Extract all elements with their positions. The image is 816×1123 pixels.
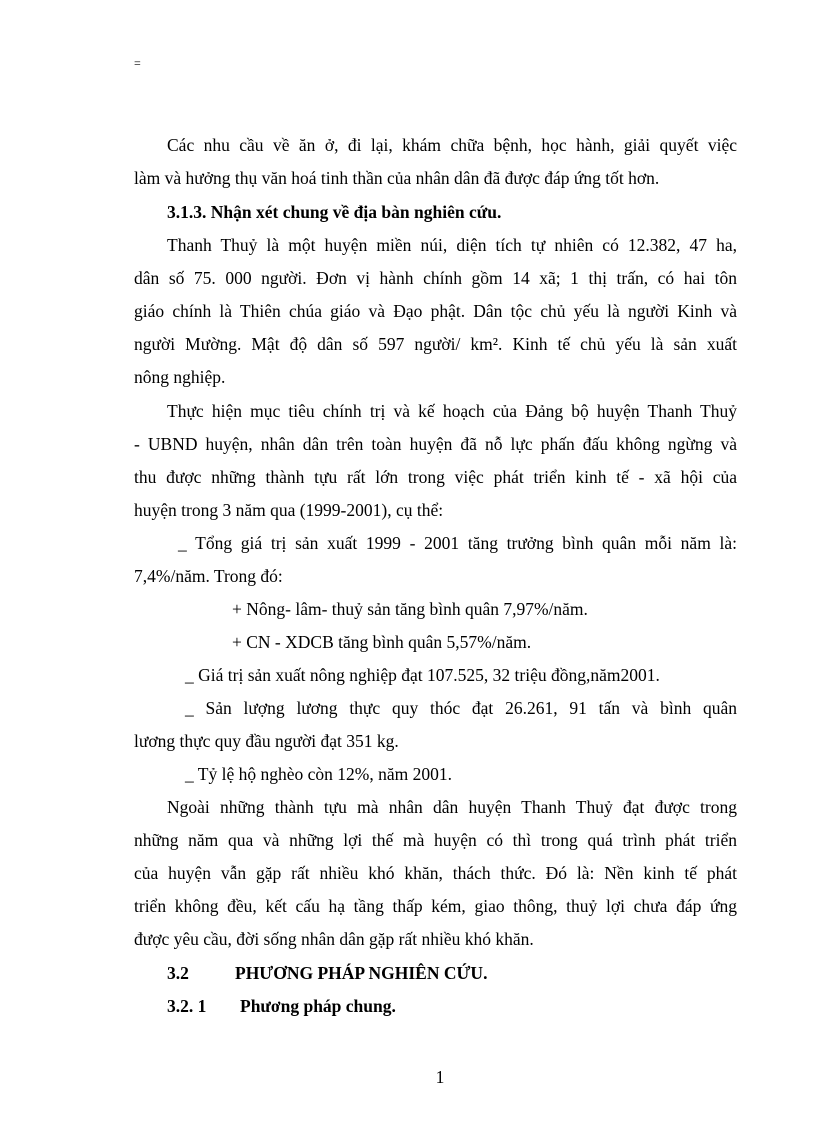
bullet-line: _ Sản lượng lương thực quy thóc đạt 26.261, 91 tấn và bình quân: [185, 698, 737, 718]
paragraph-line: nông nghiệp.: [134, 367, 226, 387]
subsection-heading: Phương pháp chung.: [240, 996, 396, 1016]
section-heading: 3.1.3. Nhận xét chung về địa bàn nghiên cứu.: [167, 202, 502, 222]
bullet-line: lương thực quy đầu người đạt 351 kg.: [134, 731, 399, 751]
paragraph-line: huyện trong 3 năm qua (1999-2001), cụ thể:: [134, 500, 444, 520]
paragraph-line: người Mường. Mật độ dân số 597 người/ km². Kinh tế chủ yếu là sản xuất: [134, 334, 737, 354]
sub-item: + CN - XDCB tăng bình quân 5,57%/năm.: [232, 632, 532, 652]
section-number: 3.2: [167, 963, 189, 983]
sub-item: + Nông- lâm- thuỷ sản tăng bình quân 7,97%/năm.: [232, 599, 588, 619]
bullet-line: 7,4%/năm. Trong đó:: [134, 566, 283, 586]
paragraph-line: làm và hưởng thụ văn hoá tinh thần của nhân dân đã được đáp ứng tốt hơn.: [134, 168, 660, 188]
bullet-line: _ Giá trị sản xuất nông nghiệp đạt 107.525, 32 triệu đồng,năm2001.: [185, 665, 660, 685]
paragraph-line: những năm qua và những lợi thế mà huyện có thì trong quá trình phát triển: [134, 830, 737, 850]
paragraph-line: thu được những thành tựu rất lớn trong việc phát triển kinh tế - xã hội của: [134, 467, 737, 487]
top-mark: =: [134, 56, 141, 70]
subsection-number: 3.2. 1: [167, 996, 207, 1016]
section-heading: PHƯƠNG PHÁP NGHIÊN CỨU.: [235, 963, 488, 983]
paragraph-line: dân số 75. 000 người. Đơn vị hành chính gồm 14 xã; 1 thị trấn, có hai tôn: [134, 268, 737, 288]
paragraph-line: của huyện vẫn gặp rất nhiều khó khăn, thách thức. Đó là: Nền kinh tế phát: [134, 863, 737, 883]
paragraph-line: Thanh Thuỷ là một huyện miền núi, diện tích tự nhiên có 12.382, 47 ha,: [167, 235, 737, 255]
bullet-line: _ Tổng giá trị sản xuất 1999 - 2001 tăng trưởng bình quân mỗi năm là:: [178, 533, 737, 553]
paragraph-line: Thực hiện mục tiêu chính trị và kế hoạch của Đảng bộ huyện Thanh Thuỷ: [167, 401, 737, 421]
page-number: 1: [435, 1067, 445, 1087]
paragraph-line: Các nhu cầu về ăn ở, đi lại, khám chữa bệnh, học hành, giải quyết việc: [167, 135, 737, 155]
paragraph-line: được yêu cầu, đời sống nhân dân gặp rất nhiều khó khăn.: [134, 929, 534, 949]
paragraph-line: triển không đều, kết cấu hạ tầng thấp kém, giao thông, thuỷ lợi chưa đáp ứng: [134, 896, 737, 916]
paragraph-line: Ngoài những thành tựu mà nhân dân huyện Thanh Thuỷ đạt được trong: [167, 797, 737, 817]
paragraph-line: giáo chính là Thiên chúa giáo và Đạo phật. Dân tộc chủ yếu là người Kinh và: [134, 301, 737, 321]
bullet-line: _ Tỷ lệ hộ nghèo còn 12%, năm 2001.: [185, 764, 452, 784]
paragraph-line: - UBND huyện, nhân dân trên toàn huyện đã nỗ lực phấn đấu không ngừng và: [134, 434, 737, 454]
